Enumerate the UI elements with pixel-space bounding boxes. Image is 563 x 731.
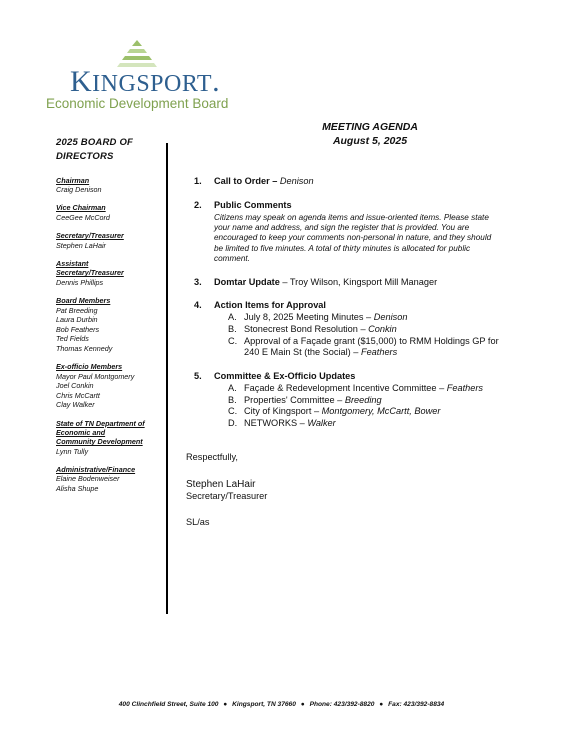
sub-item bbox=[214, 324, 534, 336]
sub-item-letter: C. bbox=[228, 406, 238, 417]
bullet-icon: ● bbox=[300, 701, 305, 708]
sidebar-name: Alisha Shupe bbox=[56, 483, 99, 493]
sub-item-presenter: Conkin bbox=[368, 323, 397, 334]
sidebar-name: Chris McCartt bbox=[56, 390, 100, 400]
sub-item bbox=[214, 406, 534, 418]
sidebar-name: Joel Conkin bbox=[56, 381, 94, 391]
sidebar-name: Pat Breeding bbox=[56, 305, 98, 315]
sub-item bbox=[214, 312, 534, 324]
description-line: comment. bbox=[214, 254, 250, 264]
logo-wordmark-dot: . bbox=[212, 65, 221, 98]
sub-item-text-line2: 240 E Main St (the Social) – bbox=[244, 347, 361, 358]
sub-item-presenter: Feathers bbox=[446, 382, 484, 393]
item-number: 4. bbox=[194, 300, 202, 311]
logo-wordmark bbox=[70, 67, 230, 97]
sidebar-group-state bbox=[56, 419, 164, 457]
sub-item-text: Stonecrest Bond Resolution – bbox=[244, 323, 369, 334]
signer-title: Secretary/Treasurer bbox=[186, 490, 268, 501]
agenda-item-domtar-update bbox=[194, 277, 534, 289]
sub-item-presenter: Denison bbox=[373, 312, 408, 323]
item-title: Committee & Ex-Officio Updates bbox=[214, 371, 356, 382]
agenda-list bbox=[194, 176, 534, 442]
sub-item-presenter: Feathers bbox=[360, 347, 398, 358]
sidebar-heading: Vice Chairman bbox=[56, 203, 106, 213]
bullet-icon: ● bbox=[379, 701, 384, 708]
sub-item-letter: A. bbox=[228, 312, 237, 323]
sidebar-group-vice-chairman bbox=[56, 203, 164, 222]
agenda-item-action-items bbox=[194, 300, 534, 359]
sub-item-presenter: Breeding bbox=[344, 394, 382, 405]
item-number: 5. bbox=[194, 371, 202, 382]
sub-item bbox=[214, 395, 534, 407]
sub-item bbox=[214, 383, 534, 395]
sub-item bbox=[214, 336, 534, 360]
sidebar-heading: Community Development bbox=[56, 437, 143, 447]
item-number: 1. bbox=[194, 176, 202, 186]
footer-city: Kingsport, TN 37660 bbox=[232, 701, 296, 708]
sidebar-heading: Board Members bbox=[56, 296, 111, 306]
sub-item-text: NETWORKS – bbox=[244, 418, 308, 429]
logo-wordmark-rest: INGSPORT bbox=[92, 71, 213, 97]
sub-item-letter: A. bbox=[228, 382, 237, 393]
agenda-header bbox=[300, 121, 440, 148]
footer-fax: Fax: 423/392-8834 bbox=[388, 701, 445, 708]
bullet-icon: ● bbox=[223, 701, 228, 708]
sidebar-name: Craig Denison bbox=[56, 184, 102, 194]
board-sidebar bbox=[56, 136, 164, 502]
sidebar-title bbox=[56, 136, 164, 164]
item-title: Domtar Update bbox=[214, 276, 280, 287]
description-line: be limited to five minutes. A total of thirty minutes is allocated for public bbox=[214, 243, 471, 253]
agenda-item-public-comments bbox=[194, 200, 534, 265]
sidebar-name: Dennis Phillips bbox=[56, 277, 104, 287]
sub-item-text: Properties' Committee – bbox=[244, 394, 345, 405]
agenda-item-committee-updates bbox=[194, 371, 534, 430]
description-line: encouraged to keep your comments non-personal in nature, and they should bbox=[214, 233, 492, 243]
logo-wordmark-initial: K bbox=[70, 65, 93, 98]
description-line: Citizens may speak on agenda items and issue-oriented items. Please state bbox=[214, 212, 489, 222]
sub-item-letter: D. bbox=[228, 418, 238, 429]
sub-item-text: City of Kingsport – bbox=[244, 406, 322, 417]
sub-item-text: Façade & Redevelopment Incentive Committee – bbox=[244, 382, 447, 393]
sidebar-group-secretary bbox=[56, 231, 164, 250]
agenda-date: August 5, 2025 bbox=[332, 134, 408, 147]
signer-name: Stephen LaHair bbox=[186, 478, 256, 490]
sidebar-group-assistant bbox=[56, 259, 164, 287]
sidebar-heading: Administrative/Finance bbox=[56, 465, 136, 475]
sidebar-name: Thomas Kennedy bbox=[56, 343, 113, 353]
sidebar-name: Bob Feathers bbox=[56, 324, 100, 334]
closing-block bbox=[186, 452, 267, 529]
typist-initials: SL/as bbox=[186, 516, 210, 527]
sidebar-name: Laura Durbin bbox=[56, 315, 98, 325]
sidebar-divider bbox=[166, 143, 168, 614]
item-title: Call to Order – bbox=[214, 176, 280, 186]
sidebar-heading: Assistant bbox=[56, 259, 89, 269]
sidebar-group-chairman bbox=[56, 176, 164, 195]
agenda-item-call-to-order bbox=[194, 176, 534, 188]
sidebar-name: Lynn Tully bbox=[56, 446, 89, 456]
sidebar-name: Mayor Paul Montgomery bbox=[56, 371, 135, 381]
item-title: Action Items for Approval bbox=[214, 300, 326, 311]
sidebar-heading: State of TN Department of bbox=[56, 418, 145, 428]
sub-item bbox=[214, 418, 534, 430]
sidebar-title-line1: 2025 BOARD OF bbox=[56, 137, 134, 148]
footer-street: 400 Clinchfield Street, Suite 100 bbox=[118, 701, 219, 708]
sidebar-group-admin bbox=[56, 465, 164, 493]
public-comments-description bbox=[214, 213, 534, 265]
sidebar-name: Elaine Bodenweiser bbox=[56, 474, 120, 484]
footer-address bbox=[0, 701, 563, 708]
item-presenter: – Troy Wilson, Kingsport Mill Manager bbox=[279, 276, 438, 287]
sidebar-name: CeeGee McCord bbox=[56, 212, 110, 222]
sidebar-heading: Chairman bbox=[56, 175, 90, 185]
sub-item-presenter: Walker bbox=[307, 418, 336, 429]
sidebar-heading: Secretary/Treasurer bbox=[56, 268, 124, 278]
sub-item-text: Approval of a Façade grant ($15,000) to RMM Holdings GP for bbox=[244, 335, 499, 346]
sidebar-heading: Ex-officio Members bbox=[56, 362, 123, 372]
sidebar-group-ex-officio bbox=[56, 362, 164, 409]
sub-item-letter: C. bbox=[228, 335, 238, 346]
sub-item-letter: B. bbox=[228, 323, 237, 334]
sidebar-name: Clay Walker bbox=[56, 400, 95, 410]
item-number: 3. bbox=[194, 276, 202, 287]
sidebar-heading: Economic and bbox=[56, 427, 106, 437]
item-presenter: Denison bbox=[279, 176, 314, 186]
sidebar-heading: Secretary/Treasurer bbox=[56, 231, 124, 241]
logo-tagline: Economic Development Board bbox=[46, 96, 229, 111]
item-number: 2. bbox=[194, 199, 202, 210]
item-title: Public Comments bbox=[214, 199, 292, 210]
footer-phone: Phone: 423/392-8820 bbox=[309, 701, 375, 708]
sidebar-name: Stephen LaHair bbox=[56, 240, 106, 250]
description-line: your name and address, and sign the register that is provided. You are bbox=[214, 222, 470, 232]
sub-item-presenter: Montgomery, McCartt, Bower bbox=[321, 406, 441, 417]
sidebar-group-board-members bbox=[56, 296, 164, 353]
agenda-title: MEETING AGENDA bbox=[322, 121, 418, 133]
closing-salutation: Respectfully, bbox=[186, 452, 238, 462]
sub-item-letter: B. bbox=[228, 394, 237, 405]
sidebar-title-line2: DIRECTORS bbox=[56, 150, 114, 162]
sidebar-name: Ted Fields bbox=[56, 334, 89, 344]
sub-item-text: July 8, 2025 Meeting Minutes – bbox=[244, 312, 374, 323]
